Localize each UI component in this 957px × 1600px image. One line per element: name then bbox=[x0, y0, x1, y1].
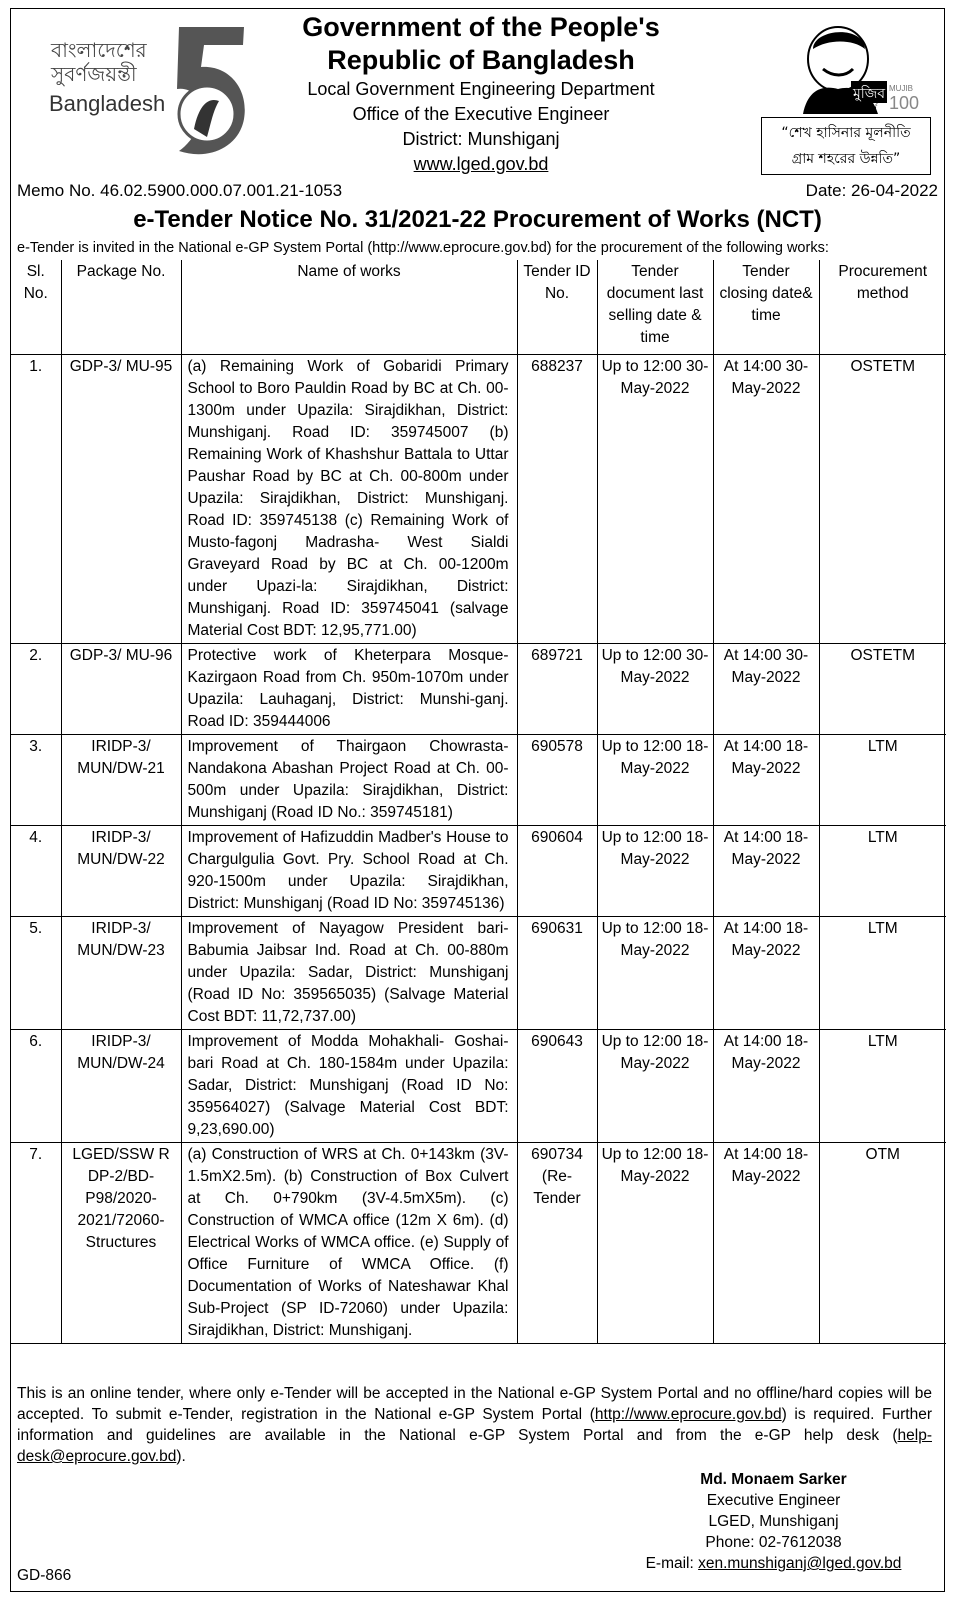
signatory-email-link[interactable]: xen.munshiganj@lged.gov.bd bbox=[698, 1555, 902, 1572]
footer-text-1: This is an online tender, where only e-Tender will be accepted in the National e-GP System Portal and no offline/hard copies will be accepted. To submit e-Tender, registration in the National e-GP System Portal ( bbox=[17, 1385, 932, 1423]
cell-package: IRIDP-3/ MUN/DW-21 bbox=[61, 734, 181, 825]
eprocure-link[interactable]: http://www.eprocure.gov.bd bbox=[594, 1406, 782, 1423]
col-closing: Tender closing date& time bbox=[713, 260, 819, 354]
cell-sl: 6. bbox=[11, 1029, 61, 1142]
cell-package: LGED/SSW R DP-2/BD-P98/2020-2021/72060-Structures bbox=[61, 1142, 181, 1343]
table-row bbox=[11, 1029, 946, 1142]
cell-sl: 2. bbox=[11, 643, 61, 734]
mujib-100-logo bbox=[793, 19, 923, 114]
cell-package: IRIDP-3/ MUN/DW-22 bbox=[61, 825, 181, 916]
cell-package: IRIDP-3/ MUN/DW-23 bbox=[61, 916, 181, 1029]
gov-title-line2: Republic of Bangladesh bbox=[327, 45, 635, 75]
cell-tender-id: 690578 bbox=[517, 734, 597, 825]
col-tender-id: Tender ID No. bbox=[517, 260, 597, 354]
table-row bbox=[11, 354, 946, 643]
cell-works: Protective work of Kheterpara Mosque-Kazirgaon Road from Ch. 950m-1070m under Upazila: Lauhaganj, District: Munshi-ganj. Road ID: 359444006 bbox=[181, 643, 517, 734]
slogan-box bbox=[761, 117, 931, 175]
cell-tender-id: 690631 bbox=[517, 916, 597, 1029]
cell-works: (a) Construction of WRS at Ch. 0+143km (3V-1.5mX2.5m). (b) Construction of Box Culvert at Ch. 0+790km (3V-4.5mX5m). (c) Construction of WMCA office (12m X 6m). (d) Electrical Works of WMCA office. (e) Supply of Office Furniture of WMCA Office. (f) Documentation of Works of Nateshawar Khal Sub-Project (SP ID-72060) under Upazila: Sirajdikhan, District: Munshiganj. bbox=[181, 1142, 517, 1343]
works-table bbox=[11, 260, 946, 1344]
col-method: Procurement method bbox=[819, 260, 946, 354]
slogan-line1: “শেখ হাসিনার মূলনীতি bbox=[781, 125, 911, 141]
cell-works: Improvement of Hafizuddin Madber's House to Chargulgulia Govt. Pry. School Road at Ch. 920-1500m under Upazila: Sirajdikhan, District: Munshiganj (Road ID No: 359745136) bbox=[181, 825, 517, 916]
signatory-phone: Phone: 02-7612038 bbox=[705, 1534, 842, 1551]
website-link[interactable]: www.lged.gov.bd bbox=[413, 154, 549, 174]
gov-title-line1: Government of the People's bbox=[302, 12, 660, 42]
cell-sl: 5. bbox=[11, 916, 61, 1029]
cell-closing: At 14:00 30-May-2022 bbox=[713, 643, 819, 734]
signatory-designation: Executive Engineer bbox=[706, 1492, 841, 1509]
col-selling: Tender document last selling date & time bbox=[597, 260, 713, 354]
cell-selling: Up to 12:00 18-May-2022 bbox=[597, 1029, 713, 1142]
table-row bbox=[11, 825, 946, 916]
cell-closing: At 14:00 30-May-2022 bbox=[713, 354, 819, 643]
memo-row bbox=[17, 181, 938, 205]
signatory-name: Md. Monaem Sarker bbox=[700, 1471, 847, 1488]
mujib-en-text: MUJIB bbox=[889, 84, 913, 93]
memo-date: Date: 26-04-2022 bbox=[805, 181, 938, 200]
district-name: District: Munshiganj bbox=[402, 129, 560, 149]
mujib-number: 100 bbox=[889, 93, 920, 113]
cell-closing: At 14:00 18-May-2022 bbox=[713, 1029, 819, 1142]
notice-header bbox=[11, 9, 944, 187]
footer-text-3: ). bbox=[176, 1448, 186, 1465]
table-row bbox=[11, 734, 946, 825]
cell-closing: At 14:00 18-May-2022 bbox=[713, 734, 819, 825]
cell-sl: 3. bbox=[11, 734, 61, 825]
cell-works: (a) Remaining Work of Gobaridi Primary School to Boro Pauldin Road by BC at Ch. 00-1300m under Upazila: Sirajdikhan, District: Munshiganj. Road ID: 359745007 (b) Remaining Work of Khashshur Battala to Uttar Paushar Road by BC at Ch. 00-800m under Upazila: Sirajdikhan, District: Munshiganj. Road ID: 359745138 (c) Remaining Work of Musto-fagonj Madrasha- West Sialdi Graveyard Road by BC at Ch. 00-1200m under Upazi-la: Sirajdikhan, District: Munshiganj. Road ID: 359745041 (salvage Material Cost BDT: 12,95,771.00) bbox=[181, 354, 517, 643]
table-row bbox=[11, 1142, 946, 1343]
mujib-borsho-text: শতবর্ষ bbox=[855, 104, 878, 114]
office-name: Office of the Executive Engineer bbox=[352, 104, 610, 124]
cell-selling: Up to 12:00 30-May-2022 bbox=[597, 643, 713, 734]
cell-sl: 4. bbox=[11, 825, 61, 916]
logo-bn-line2: সুবর্ণজয়ন্তী bbox=[51, 62, 137, 86]
cell-method: LTM bbox=[819, 1029, 946, 1142]
footer-note bbox=[17, 1383, 932, 1467]
signatory-email-line bbox=[621, 1553, 926, 1574]
office-heading bbox=[251, 11, 711, 177]
table-row bbox=[11, 916, 946, 1029]
notice-title: e-Tender Notice No. 31/2021-22 Procurement of Works (NCT) bbox=[133, 206, 822, 233]
tender-notice-page bbox=[10, 8, 945, 1592]
mujib-bn-text: মুজিব bbox=[853, 86, 886, 102]
memo-number: Memo No. 46.02.5900.000.07.001.21-1053 bbox=[17, 181, 343, 200]
cell-closing: At 14:00 18-May-2022 bbox=[713, 916, 819, 1029]
cell-tender-id: 690643 bbox=[517, 1029, 597, 1142]
slogan-line2: গ্রাম শহরের উন্নতি” bbox=[791, 151, 901, 167]
helpdesk-email-link[interactable]: help-desk@eprocure.gov.bd bbox=[17, 1427, 932, 1465]
col-works: Name of works bbox=[181, 260, 517, 354]
cell-tender-id: 689721 bbox=[517, 643, 597, 734]
cell-selling: Up to 12:00 30-May-2022 bbox=[597, 354, 713, 643]
gd-code: GD-866 bbox=[17, 1567, 72, 1584]
cell-selling: Up to 12:00 18-May-2022 bbox=[597, 916, 713, 1029]
email-label: E-mail: bbox=[645, 1555, 699, 1572]
col-sl: Sl. No. bbox=[11, 260, 61, 354]
cell-method: LTM bbox=[819, 734, 946, 825]
cell-package: GDP-3/ MU-96 bbox=[61, 643, 181, 734]
cell-sl: 1. bbox=[11, 354, 61, 643]
cell-method: OTM bbox=[819, 1142, 946, 1343]
cell-works: Improvement of Modda Mohakhali- Goshai-bari Road at Ch. 180-1584m under Upazila: Sadar, District: Munshiganj (Road ID No: 359564027) (Salvage Material Cost BDT: 9,23,690.00) bbox=[181, 1029, 517, 1142]
cell-method: LTM bbox=[819, 916, 946, 1029]
department-name: Local Government Engineering Department bbox=[307, 79, 655, 99]
cell-tender-id: 690734 (Re-Tender bbox=[517, 1142, 597, 1343]
cell-works: Improvement of Thairgaon Chowrasta-Nandakona Abashan Project Road at Ch. 00-500m under Upazila: Sirajdikhan, District: Munshiganj (Road ID No.: 359745181) bbox=[181, 734, 517, 825]
cell-method: OSTETM bbox=[819, 354, 946, 643]
cell-closing: At 14:00 18-May-2022 bbox=[713, 825, 819, 916]
cell-works: Improvement of Nayagow President bari-Babumia Jaibsar Ind. Road at Ch. 00-880m under Upazila: Sadar, District: Munshiganj (Road ID No: 359565035) (Salvage Material Cost BDT: 11,72,737.00) bbox=[181, 916, 517, 1029]
cell-selling: Up to 12:00 18-May-2022 bbox=[597, 734, 713, 825]
cell-method: OSTETM bbox=[819, 643, 946, 734]
cell-selling: Up to 12:00 18-May-2022 bbox=[597, 825, 713, 916]
cell-tender-id: 688237 bbox=[517, 354, 597, 643]
cell-closing: At 14:00 18-May-2022 bbox=[713, 1142, 819, 1343]
logo-en-text: Bangladesh bbox=[49, 91, 166, 116]
cell-package: IRIDP-3/ MUN/DW-24 bbox=[61, 1029, 181, 1142]
cell-package: GDP-3/ MU-95 bbox=[61, 354, 181, 643]
logo-bn-line1: বাংলাদেশের bbox=[51, 38, 147, 62]
table-row bbox=[11, 643, 946, 734]
cell-selling: Up to 12:00 18-May-2022 bbox=[597, 1142, 713, 1343]
bangladesh-50-logo bbox=[29, 19, 249, 159]
notice-intro: e-Tender is invited in the National e-GP System Portal (http://www.eprocure.gov.bd) for the procurement of the following works: bbox=[17, 240, 829, 256]
cell-sl: 7. bbox=[11, 1142, 61, 1343]
signatory-office: LGED, Munshiganj bbox=[708, 1513, 839, 1530]
cell-method: LTM bbox=[819, 825, 946, 916]
table-header-row bbox=[11, 260, 946, 354]
cell-tender-id: 690604 bbox=[517, 825, 597, 916]
footer-text-2: ) is required. Further information and guidelines are available in the National e-GP System Portal and from the e-GP help desk ( bbox=[17, 1406, 932, 1444]
signature-block bbox=[621, 1469, 926, 1574]
col-package: Package No. bbox=[61, 260, 181, 354]
